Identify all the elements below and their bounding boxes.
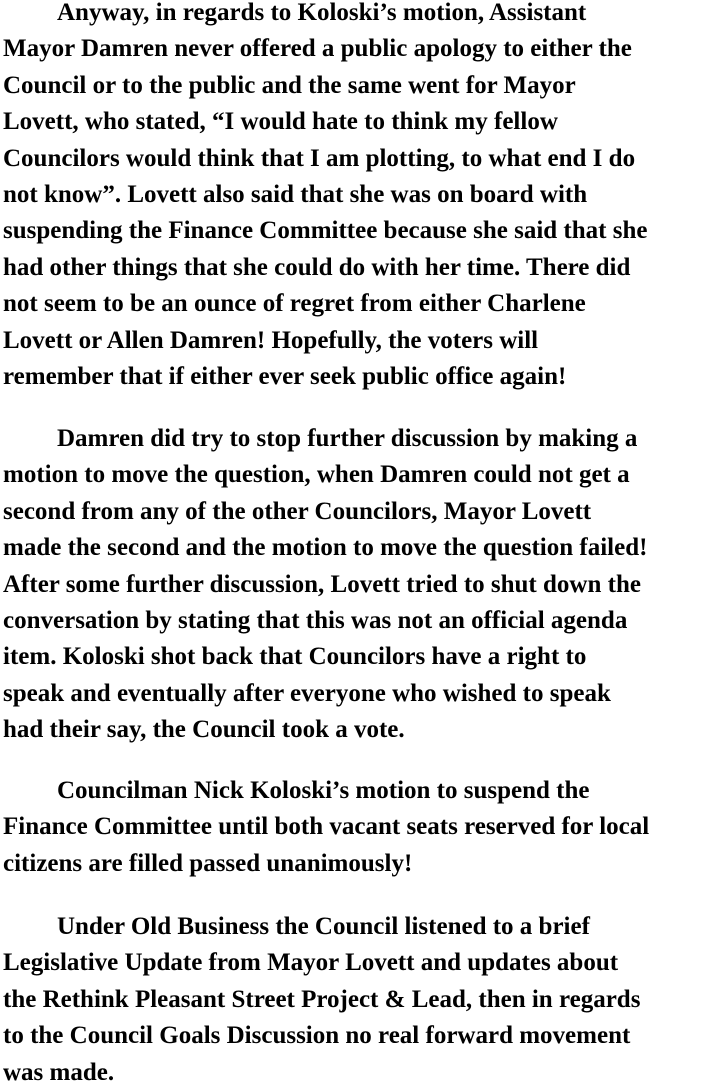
paragraph-line: remember that if either ever seek public office again!: [3, 363, 567, 391]
paragraph-koloski-motion-reaction: [3, 0, 647, 395]
paragraph-line: not seem to be an ounce of regret from either Charlene: [3, 290, 586, 318]
paragraph-line: Councilors would think that I am plotting, to what end I do: [3, 144, 636, 172]
paragraph-line: Councilman Nick Koloski’s motion to suspend the: [57, 777, 590, 804]
paragraph-line: was made.: [3, 1058, 115, 1086]
paragraph-line: made the second and the motion to move the question failed!: [3, 534, 648, 562]
paragraph-line: Lovett or Allen Damren! Hopefully, the voters will: [3, 326, 539, 354]
paragraph-line: speak and eventually after everyone who wished to speak: [3, 679, 611, 707]
paragraph-line: motion to move the question, when Damren could not get a: [3, 461, 630, 489]
paragraph-line: second from any of the other Councilors, Mayor Lovett: [3, 497, 592, 525]
paragraph-old-business: [3, 909, 640, 1091]
paragraph-line: Finance Committee until both vacant seats reserved for local: [3, 813, 650, 841]
paragraph-line: Council or to the public and the same went for Mayor: [3, 71, 576, 99]
paragraph-line: Damren did try to stop further discussion by making a: [57, 425, 638, 452]
paragraph-line: not know”. Lovett also said that she was on board with: [3, 181, 588, 209]
paragraph-line: the Rethink Pleasant Street Project & Lead, then in regards: [3, 985, 641, 1013]
paragraph-line: had their say, the Council took a vote.: [3, 716, 405, 744]
paragraph-line: After some further discussion, Lovett tried to shut down the: [3, 570, 641, 598]
paragraph-line: had other things that she could do with her time. There did: [3, 253, 631, 281]
paragraph-line: Legislative Update from Mayor Lovett and updates about: [3, 949, 619, 977]
paragraph-line: Lovett, who stated, “I would hate to think my fellow: [3, 108, 558, 136]
paragraph-line: Under Old Business the Council listened to a brief: [57, 913, 590, 940]
paragraph-move-question: [3, 421, 647, 749]
paragraph-line: suspending the Finance Committee because she said that she: [3, 217, 648, 245]
paragraph-line: item. Koloski shot back that Councilors have a right to: [3, 643, 587, 671]
paragraph-line: Mayor Damren never offered a public apology to either the: [3, 35, 632, 63]
paragraph-vote-result: [3, 773, 649, 882]
paragraph-line: conversation by stating that this was not an official agenda: [3, 607, 628, 635]
paragraph-line: Anyway, in regards to Koloski’s motion, Assistant: [57, 0, 587, 26]
paragraph-line: citizens are filled passed unanimously!: [3, 849, 413, 877]
paragraph-line: to the Council Goals Discussion no real forward movement: [3, 1022, 631, 1050]
